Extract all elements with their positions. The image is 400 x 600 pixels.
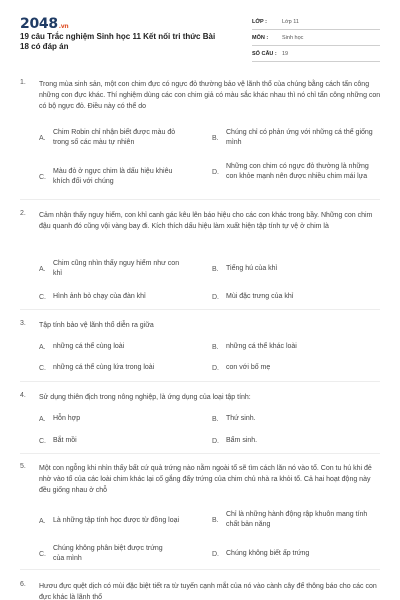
document-meta [252,14,380,62]
option-3a[interactable] [39,342,201,352]
meta-row-subject [252,30,380,46]
meta-row-class [252,14,380,30]
meta-label: MÔN : [252,34,269,41]
option-letter: D. [212,364,219,372]
option-letter: C. [39,293,46,301]
meta-value: Lớp 11 [282,18,299,25]
option-5c[interactable] [39,544,201,564]
option-letter: C. [39,550,46,558]
question-number: 3. [20,320,26,327]
option-3b[interactable] [212,342,380,352]
question-number: 4. [20,392,26,399]
option-text: Mùi đặc trưng của khỉ [226,293,294,300]
option-1d[interactable] [212,162,380,182]
option-letter: D. [212,293,219,301]
option-letter: B. [212,265,219,273]
option-text: Chúng không phân biệt được trứng của mình [53,545,163,562]
question-text: Một con ngỗng khi nhìn thấy bất cứ quả trứng nào nằm ngoài tổ sẽ tìm cách lăn nó vào tổ. Con tu hú khi đẻ nhờ vào tổ của các loài chim khác lại cố gắng đẩy trứng của chim chủ nhà ra khỏi tổ. Cả hai hoạt động này đều giống nhau ở chỗ [39,465,372,494]
question-text: Sử dụng thiên địch trong nông nghiệp, là ứng dụng của loại tập tính: [39,394,251,401]
option-text: con với bố mẹ [226,364,271,371]
question-text: Hươu đực quệt dịch có mùi đặc biệt tiết ra từ tuyến cạnh mắt của nó vào cành cây để thông báo cho các con đực khác là lãnh thổ [39,583,377,600]
question-number: 6. [20,581,26,588]
option-text: Chúng chỉ có phản ứng với những cá thể giống mình [226,129,373,146]
option-1a[interactable] [39,128,201,148]
option-letter: D. [212,550,219,558]
meta-value: 19 [282,50,289,57]
question-text: Cảm nhận thấy nguy hiểm, con khỉ canh gác kêu lên báo hiệu cho các con khác trong bầy. Những con chim đậu quanh đó cũng vội vàng bay đi. Kích thích dấu hiệu làm xuất hiện tập tính tự vệ ở chim là [39,212,373,230]
option-letter: C. [39,364,46,372]
option-2c[interactable] [39,292,201,302]
option-text: Là những tập tính học được từ đồng loại [53,517,180,524]
meta-label: LỚP : [252,18,267,25]
option-4b[interactable] [212,414,380,424]
question-number: 5. [20,463,26,470]
meta-label: SỐ CÂU : [252,50,277,57]
option-text: những cá thể cùng loài [53,343,125,350]
meta-value: Sinh học [282,34,304,41]
option-letter: B. [212,343,219,351]
option-letter: D. [212,437,219,445]
question-divider [20,569,380,570]
option-letter: B. [212,415,219,423]
option-text: những cá thể khác loài [226,343,297,350]
question-number: 1. [20,79,26,86]
option-2d[interactable] [212,292,380,302]
option-1c[interactable] [39,167,201,187]
meta-row-count [252,46,380,62]
option-text: Những con chim có ngực đỏ thường là những con khỏe mạnh nên được nhiều chim mái lựa [226,163,369,180]
option-1b[interactable] [212,128,380,148]
option-3c[interactable] [39,363,201,373]
option-2b[interactable] [212,264,380,274]
option-letter: B. [212,516,219,524]
question-number: 2. [20,210,26,217]
site-logo[interactable]: 2048.vn [20,16,69,32]
document-header [0,0,400,62]
option-letter: A. [39,343,46,351]
option-letter: B. [212,134,219,142]
option-4c[interactable] [39,436,201,446]
option-text: Hỗn hợp [53,415,81,422]
option-text: Tiếng hú của khỉ [226,265,278,272]
option-letter: D. [212,168,219,176]
option-text: Bẩm sinh. [226,437,258,444]
option-text: những cá thể cùng lứa trong loài [53,364,155,371]
option-text: Chúng không biết ấp trứng [226,550,310,557]
option-4a[interactable] [39,414,201,424]
option-5a[interactable] [39,516,201,526]
question-divider [20,199,380,200]
option-text: Chim Robin chỉ nhận biết được màu đỏ trong số các màu tự nhiên [53,129,176,146]
option-letter: A. [39,134,46,142]
option-text: Bắt mồi [53,437,77,444]
question-divider [20,309,380,310]
option-text: Thứ sinh. [226,415,256,422]
option-letter: A. [39,517,46,525]
option-3d[interactable] [212,363,380,373]
page-title: 19 câu Trắc nghiệm Sinh học 11 Kết nối tri thức Bài 18 có đáp án [20,32,216,51]
option-2a[interactable] [39,259,201,279]
option-letter: A. [39,265,46,273]
option-text: Chỉ là những hành động rập khuôn mang tính chất bản năng [226,511,368,528]
option-5d[interactable] [212,549,380,559]
option-letter: C. [39,437,46,445]
option-text: Hình ảnh bỏ chạy của đàn khỉ [53,293,146,300]
option-5b[interactable] [212,510,380,530]
option-text: Chim cũng nhìn thấy nguy hiểm như con khỉ [53,260,180,277]
question-divider [20,453,380,454]
question-divider [20,381,380,382]
question-text: Trong mùa sinh sản, một con chim đực có ngực đỏ thường bảo vệ lãnh thổ của chúng bằng cách tấn công những con đực khác. Thí nghiệm dùng các con chim giả có màu sắc khác nhau thì nó chỉ tấn công những con có bộ ngực đỏ. Điều này có thể do [39,81,381,110]
option-letter: C. [39,173,46,181]
option-letter: A. [39,415,46,423]
option-4d[interactable] [212,436,380,446]
question-text: Tập tính bảo vệ lãnh thổ diễn ra giữa [39,322,154,329]
option-text: Màu đỏ ở ngực chim là dấu hiệu khiêu khích đối với chúng [53,168,173,185]
